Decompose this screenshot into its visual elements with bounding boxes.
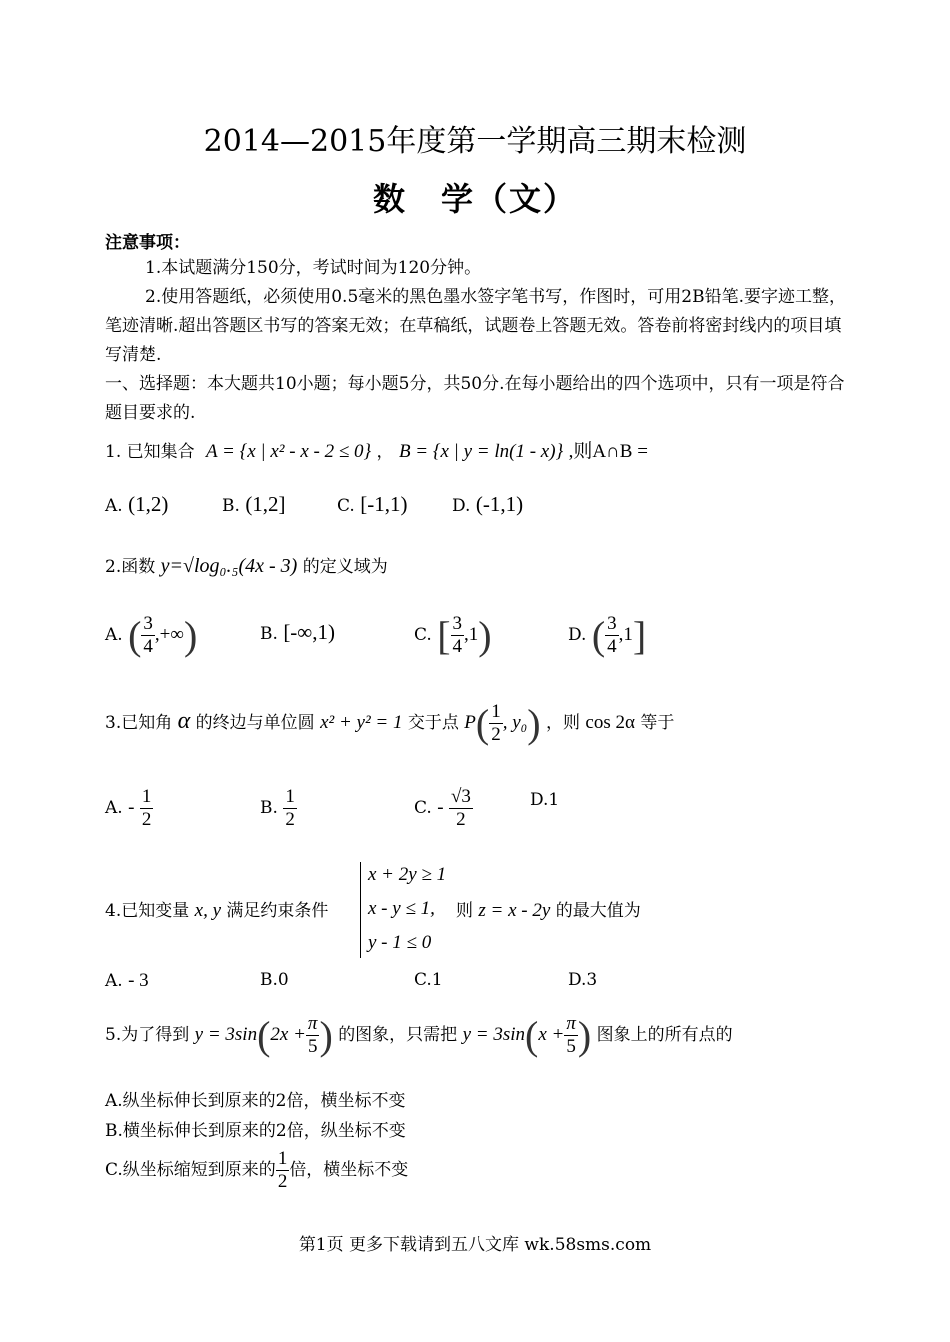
q5-option-c[interactable] (105, 1148, 408, 1193)
q3-b-fraction (283, 786, 297, 831)
q2-option-a-label: A. (105, 625, 123, 645)
q2-function: y=√log₀.₅(4x - 3) (160, 555, 298, 577)
q3-option-c[interactable] (414, 786, 473, 831)
q3-a-fraction (140, 786, 154, 831)
q5-option-a[interactable]: A.纵坐标伸长到原来的2倍，横坐标不变 (105, 1091, 406, 1111)
q5-f1-fraction (306, 1013, 320, 1058)
q1-stem: 1. 已知集合 (105, 442, 195, 462)
q4-brace (360, 862, 361, 958)
q5-f2-left: y = 3sin (462, 1024, 526, 1045)
q2-option-d[interactable] (568, 612, 646, 659)
q3-c-sign: - (437, 797, 444, 818)
page-title: 2014—2015年度第一学期高三期末检测 (203, 124, 747, 159)
q2-a-rest: ,+∞ (154, 624, 184, 645)
q1-option-c-value: [-1,1) (360, 492, 408, 516)
notice-heading: 注意事项： (105, 233, 190, 253)
q5-f2-den: 5 (566, 1036, 576, 1057)
q3-mid: 的终边与单位圆 (195, 713, 315, 733)
q5-option-c-den: 2 (277, 1171, 288, 1192)
q2-c-right-paren: ) (478, 613, 492, 658)
question-4 (105, 896, 328, 922)
q3-point-rparen: ) (527, 701, 541, 746)
q1-option-a-label: A. (105, 496, 123, 516)
q1-option-d-value: (-1,1) (475, 492, 524, 516)
q3-b-num: 1 (285, 786, 295, 807)
q3-cos: cos 2α (585, 712, 635, 733)
q3-a-num: 1 (141, 786, 152, 807)
q1-set-b: B = {x | y = ln(1 - x)} (398, 441, 564, 462)
q3-mid3: ，则 (546, 713, 580, 733)
q2-stem: 2.函数 (105, 557, 156, 577)
q4-constraint-2: x - y ≤ 1, (368, 898, 435, 919)
q1-tail: ,则A∩B = (568, 441, 648, 462)
q4-option-b[interactable]: B.0 (260, 970, 289, 990)
q4-objective (456, 896, 641, 922)
q5-f2-lparen: ( (525, 1013, 539, 1058)
notice-item-1: 1.本试题满分150分，考试时间为120分钟。 (145, 258, 482, 278)
question-3 (105, 700, 674, 747)
q1-option-b[interactable] (222, 492, 286, 517)
q1-option-a[interactable] (105, 492, 168, 517)
q2-option-c-label: C. (414, 625, 432, 645)
q4-constraint-3: y - 1 ≤ 0 (368, 932, 432, 953)
q3-option-b[interactable] (260, 786, 297, 831)
q4-stem: 4.已知变量 (105, 901, 190, 921)
q4-z: z = x - 2y (478, 900, 551, 921)
q4-mid: 满足约束条件 (226, 901, 329, 921)
q1-option-a-value: (1,2) (128, 492, 169, 516)
q3-alpha: α (177, 708, 191, 734)
q3-stem: 3.已知角 (105, 713, 173, 733)
q2-d-rest: ,1 (618, 624, 633, 645)
q1-option-b-label: B. (222, 496, 240, 516)
q5-f1-lparen: ( (257, 1013, 271, 1058)
q2-c-den: 4 (452, 636, 463, 657)
q1-option-d[interactable] (452, 492, 523, 517)
q2-a-fraction (141, 613, 155, 658)
q2-c-fraction (451, 613, 465, 658)
q2-option-b-label: B. (260, 624, 278, 644)
q2-option-b-value: [-∞,1) (283, 620, 336, 644)
q3-c-num: √3 (450, 786, 471, 807)
q1-option-d-label: D. (452, 496, 471, 516)
q3-point-fraction (489, 701, 503, 746)
q5-stem: 5.为了得到 (105, 1025, 190, 1045)
q3-option-b-label: B. (260, 798, 278, 818)
q2-option-d-label: D. (568, 625, 587, 645)
q3-tail: 等于 (640, 713, 675, 733)
q2-d-den: 4 (607, 636, 617, 657)
q2-d-right-paren: ] (632, 613, 647, 658)
q2-option-c[interactable] (414, 612, 492, 659)
q4-option-c[interactable]: C.1 (414, 970, 443, 990)
q3-option-d-label: D.1 (530, 790, 560, 810)
q3-circle: x² + y² = 1 (320, 712, 403, 733)
q3-point-lparen: ( (475, 701, 490, 746)
q2-d-fraction (605, 613, 619, 658)
q5-tail: 图象上的所有点的 (596, 1025, 733, 1045)
q4-option-d[interactable]: D.3 (568, 970, 598, 990)
q5-f2-inner: x + (538, 1024, 565, 1045)
q2-a-right-paren: ) (183, 613, 198, 658)
q4-constraint-1: x + 2y ≥ 1 (368, 864, 447, 885)
q5-f2-pi: π (566, 1013, 576, 1034)
q5-f2-rparen: ) (577, 1013, 592, 1058)
q3-point-num: 1 (491, 701, 501, 722)
q5-option-c-num: 1 (277, 1148, 288, 1169)
q5-f1-left: y = 3sin (194, 1024, 258, 1045)
q3-c-den: 2 (456, 809, 466, 830)
q5-option-c-pre: C.纵坐标缩短到原来的 (105, 1160, 276, 1180)
q2-option-b[interactable] (260, 620, 335, 645)
q2-c-rest: ,1 (464, 624, 479, 645)
q1-option-c-label: C. (337, 496, 355, 516)
q5-mid: 的图象，只需把 (338, 1025, 458, 1045)
q2-option-a[interactable] (105, 612, 197, 659)
q4-tail: 的最大值为 (555, 901, 641, 921)
question-1 (105, 436, 648, 463)
q3-option-c-label: C. (414, 798, 432, 818)
q4-option-a[interactable] (105, 970, 149, 992)
q3-point-rest: , y₀ (502, 712, 528, 733)
q1-set-a: A = {x | x² - x - 2 ≤ 0} (206, 441, 372, 462)
q3-option-a[interactable] (105, 786, 153, 831)
q3-a-den: 2 (141, 809, 152, 830)
q2-d-num: 3 (607, 613, 617, 634)
q5-option-c-fraction (276, 1148, 290, 1193)
q4-option-a-label: A. (105, 971, 123, 991)
q4-vars: x, y (194, 900, 222, 921)
q1-option-b-value: (1,2] (245, 492, 286, 516)
q2-c-left-paren: [ (437, 613, 451, 658)
q3-point-den: 2 (491, 724, 501, 745)
section-heading: 一、选择题：本大题共10小题；每小题5分，共50分.在每小题给出的四个选项中，只有一项是符合题目要求的. (105, 374, 845, 423)
q1-comma: ， (376, 442, 394, 462)
q3-b-den: 2 (285, 809, 295, 830)
q2-tail: 的定义域为 (302, 557, 388, 577)
q5-f1-rparen: ) (319, 1013, 333, 1058)
q2-a-left-paren: ( (128, 613, 142, 658)
q2-a-num: 3 (143, 613, 153, 634)
question-5 (105, 1012, 733, 1059)
q3-a-sign: - (128, 797, 135, 818)
q5-f1-inner: 2x + (270, 1024, 306, 1045)
q3-point-p: P (464, 712, 476, 733)
q3-mid2: 交于点 (407, 713, 459, 733)
q5-f1-pi: π (307, 1013, 318, 1034)
q3-option-d[interactable] (530, 790, 559, 810)
q3-option-a-label: A. (105, 798, 123, 818)
question-2 (105, 552, 388, 578)
q5-f2-fraction (564, 1013, 578, 1058)
q1-option-c[interactable] (337, 492, 407, 517)
q4-then: 则 (456, 901, 473, 921)
q2-a-den: 4 (143, 636, 153, 657)
q2-c-num: 3 (452, 613, 463, 634)
q5-option-b[interactable]: B.横坐标伸长到原来的2倍，纵坐标不变 (105, 1121, 406, 1141)
q5-f1-den: 5 (307, 1036, 318, 1057)
page-footer: 第1页 更多下载请到五八文库 wk.58sms.com (298, 1235, 652, 1255)
q2-d-left-paren: ( (591, 613, 606, 658)
notice-item-2: 2.使用答题纸，必须使用0.5毫米的黑色墨水签字笔书写，作图时，可用2B铅笔.要字迹工整，笔迹清晰.超出答题区书写的答案无效；在草稿纸，试题卷上答题无效。答卷前将密封线内的项目填写清楚. (105, 287, 846, 365)
q3-c-fraction (449, 786, 473, 831)
page-subtitle: 数 学（文） (372, 180, 577, 218)
q5-option-c-post: 倍，横坐标不变 (289, 1160, 409, 1180)
q4-option-a-value: - 3 (128, 970, 149, 991)
